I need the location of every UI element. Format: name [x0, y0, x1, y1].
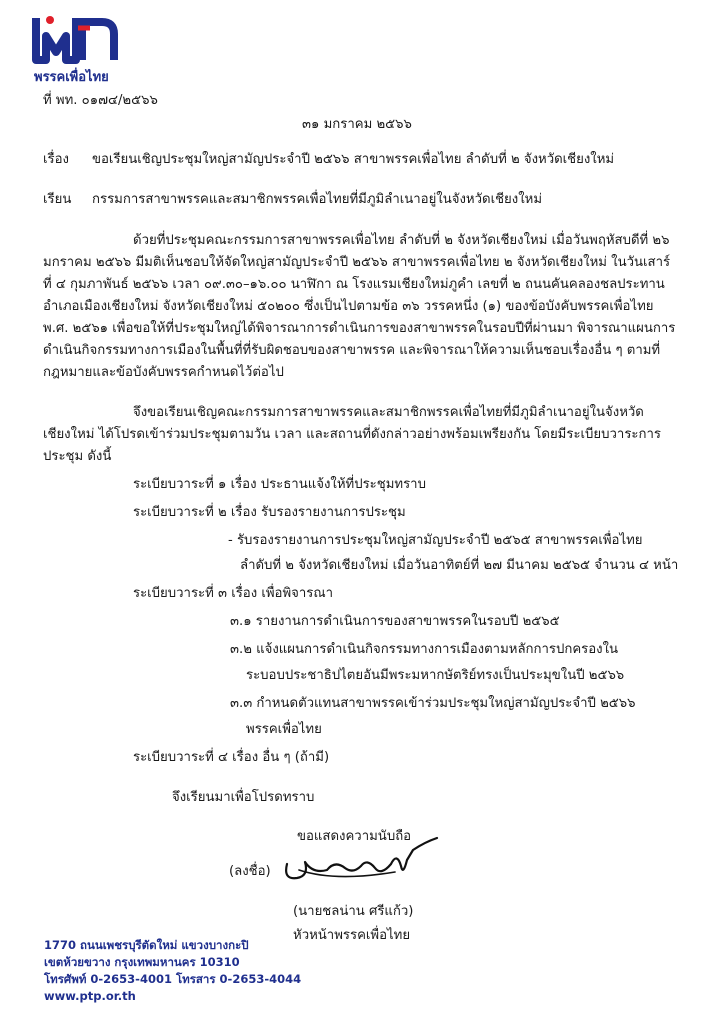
body-line: ประชุม ดังนี้ [43, 449, 112, 464]
body-line: พ.ศ. ๒๕๖๑ เพื่อขอให้ที่ประชุมใหญ่ได้พิจารณาการดำเนินการของสาขาพรรคในรอบปีที่ผ่านมา พิจารณาแผนการ [43, 321, 676, 336]
recipient-label: เรียน [43, 192, 72, 207]
agenda-item-2-sub: ลำดับที่ ๒ จังหวัดเชียงใหม่ เมื่อวันอาทิตย์ที่ ๒๗ มีนาคม ๒๕๖๕ จำนวน ๔ หน้า [240, 558, 679, 573]
subject-label: เรื่อง [43, 152, 69, 167]
party-logo [32, 14, 142, 88]
agenda-item-1: ระเบียบวาระที่ ๑ เรื่อง ประธานแจ้งให้ที่ประชุมทราบ [133, 477, 426, 492]
recipient-text: กรรมการสาขาพรรคและสมาชิกพรรคเพื่อไทยที่มีภูมิลำเนาอยู่ในจังหวัดเชียงใหม่ [92, 192, 543, 207]
agenda-item-4: ระเบียบวาระที่ ๔ เรื่อง อื่น ๆ (ถ้ามี) [133, 750, 330, 765]
closing-text: จึงเรียนมาเพื่อโปรดทราบ [172, 790, 315, 805]
body-line: ที่ ๔ กุมภาพันธ์ ๒๕๖๖ เวลา ๐๙.๓๐–๑๖.๐๐ นาฬิกา ณ โรงแรมเชียงใหม่ภูคำ เลขที่ ๒ ถนนคันคลองชลประทาน [43, 277, 665, 292]
body-line: จึงขอเรียนเชิญคณะกรรมการสาขาพรรคและสมาชิกพรรคเพื่อไทยที่มีภูมิลำเนาอยู่ในจังหวัด [133, 405, 644, 420]
body-line: มกราคม ๒๕๖๖ มีมติเห็นชอบให้จัดใหญ่สามัญประจำปี ๒๕๖๖ สาขาพรรคเพื่อไทย ๒ จังหวัดเชียงใหม่ ในวันเสาร์ [43, 255, 671, 270]
body-line: ด้วยที่ประชุมคณะกรรมการสาขาพรรคเพื่อไทย ลำดับที่ ๒ จังหวัดเชียงใหม่ เมื่อวันพฤหัสบดีที่ ๒๖ [133, 233, 670, 248]
agenda-item-3-1: ๓.๑ รายงานการดำเนินการของสาขาพรรคในรอบปี ๒๕๖๕ [230, 614, 560, 629]
agenda-item-3: ระเบียบวาระที่ ๓ เรื่อง เพื่อพิจารณา [133, 586, 334, 601]
agenda-item-2: ระเบียบวาระที่ ๒ เรื่อง รับรองรายงานการประชุม [133, 505, 406, 520]
footer-address-line: 1770 ถนนเพชรบุรีตัดใหม่ แขวงบางกะปิ [44, 938, 249, 952]
sign-label: (ลงชื่อ) [229, 864, 271, 879]
body-line: เชียงใหม่ ได้โปรดเข้าร่วมประชุมตามวัน เวลา และสถานที่ดังกล่าวอย่างพร้อมเพรียงกัน โดยมีระเบียบวาระการ [43, 427, 661, 442]
party-logo-text: พรรคเพื่อไทย [34, 70, 109, 85]
footer-phone: โทรศัพท์ 0-2653-4001 โทรสาร 0-2653-4044 [44, 972, 302, 986]
party-logo-mark [32, 14, 120, 66]
footer-address-line: เขตห้วยขวาง กรุงเทพมหานคร 10310 [44, 955, 240, 969]
body-line: ดำเนินกิจกรรมทางการเมืองในพื้นที่ที่รับผิดชอบของสาขาพรรค และพิจารณาให้ความเห็นชอบเรื่องอื่น ๆ ตามที่ [43, 343, 661, 358]
agenda-item-3-2: ๓.๒ แจ้งแผนการดำเนินกิจกรรมทางการเมืองตามหลักการปกครองใน [230, 642, 619, 657]
body-line: กฎหมายและข้อบังคับพรรคกำหนดไว้ต่อไป [43, 365, 284, 380]
letter-date: ๓๑ มกราคม ๒๕๖๖ [302, 117, 412, 132]
signatory-name: (นายชลน่าน ศรีแก้ว) [293, 904, 414, 919]
subject-text: ขอเรียนเชิญประชุมใหญ่สามัญประจำปี ๒๕๖๖ สาขาพรรคเพื่อไทย ลำดับที่ ๒ จังหวัดเชียงใหม่ [92, 152, 615, 167]
agenda-item-3-3-cont: พรรคเพื่อไทย [246, 722, 322, 737]
signatory-position: หัวหน้าพรรคเพื่อไทย [293, 928, 411, 943]
footer-website: www.ptp.or.th [44, 989, 136, 1003]
signature-image [275, 830, 445, 890]
agenda-item-3-3: ๓.๓ กำหนดตัวแทนสาขาพรรคเข้าร่วมประชุมใหญ่สามัญประจำปี ๒๕๖๖ [230, 696, 636, 711]
reference-number: ที่ พท. ๐๑๗๔/๒๕๖๖ [43, 93, 158, 108]
body-line: อำเภอเมืองเชียงใหม่ จังหวัดเชียงใหม่ ๕๐๒๐๐ ซึ่งเป็นไปตามข้อ ๓๖ วรรคหนึ่ง (๑) ของข้อบังคับพรรคเพื่อไทย [43, 299, 654, 314]
regards-text: ขอแสดงความนับถือ [297, 829, 412, 844]
agenda-item-2-sub: - รับรองรายงานการประชุมใหญ่สามัญประจำปี ๒๕๖๕ สาขาพรรคเพื่อไทย [228, 533, 643, 548]
agenda-item-3-2-cont: ระบอบประชาธิปไตยอันมีพระมหากษัตริย์ทรงเป็นประมุขในปี ๒๕๖๖ [246, 668, 625, 683]
